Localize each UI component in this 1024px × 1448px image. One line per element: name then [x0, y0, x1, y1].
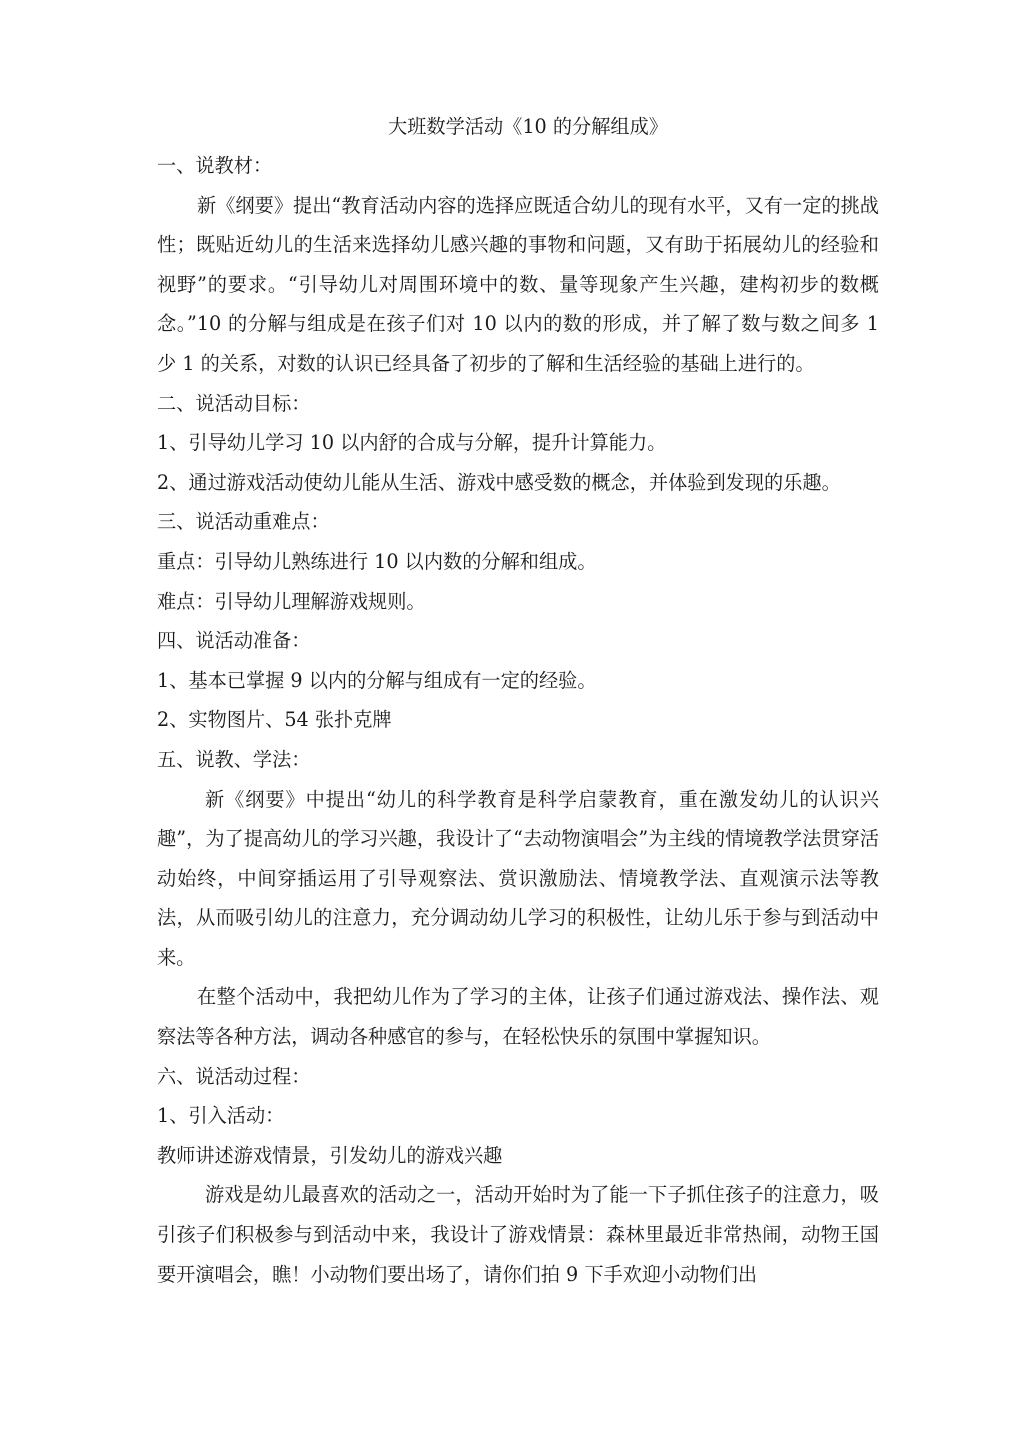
section-heading: 六、说活动过程：: [157, 1064, 311, 1088]
document-title: 大班数学活动《10 的分解组成》: [388, 115, 668, 138]
list-item: 1、基本已掌握 9 以内的分解与组成有一定的经验。: [157, 668, 597, 692]
list-item: 1、引导幼儿学习 10 以内舒的合成与分解，提升计算能力。: [157, 431, 667, 455]
list-item: 2、通过游戏活动使幼儿能从生活、游戏中感受数的概念，并体验到发现的乐趣。: [157, 470, 841, 494]
list-item: 重点：引导幼儿熟练进行 10 以内数的分解和组成。: [157, 549, 597, 573]
paragraph: 新《纲要》提出“教育活动内容的选择应既适合幼儿的现有水平，又有一定的挑战性；既贴近幼儿的生活来选择幼儿感兴趣的事物和问题，又有助于拓展幼儿的经验和视野”的要求。“引导幼儿对周围环境中的数、量等现象产生兴趣，建构初步的数概念。”10 的分解与组成是在孩子们对 10 以内的数的形成，并了解了数与数之间多 1 少 1 的关系，对数的认识已经具备了初步的了解和生活经验的基础上进行的。: [157, 193, 879, 375]
section-heading: 四、说活动准备：: [157, 629, 311, 653]
paragraph: 在整个活动中，我把幼儿作为了学习的主体，让孩子们通过游戏法、操作法、观察法等各种方法，调动各种感官的参与，在轻松快乐的氛围中掌握知识。: [157, 985, 879, 1049]
section-heading: 五、说教、学法：: [157, 747, 311, 771]
paragraph: 游戏是幼儿最喜欢的活动之一，活动开始时为了能一下子抓住孩子的注意力，吸引孩子们积极参与到活动中来，我设计了游戏情景：森林里最近非常热闹，动物王国要开演唱会，瞧！小动物们要出场了，请你们拍 9 下手欢迎小动物们出: [157, 1183, 879, 1286]
list-item: 2、实物图片、54 张扑克牌: [157, 708, 392, 732]
section-heading: 一、说教材：: [157, 154, 273, 177]
section-heading: 三、说活动重难点：: [157, 510, 330, 534]
section-heading: 二、说活动目标：: [157, 391, 311, 415]
text-line: 教师讲述游戏情景，引发幼儿的游戏兴趣: [157, 1143, 503, 1167]
document-page: [157, 108, 879, 1294]
paragraph: 新《纲要》中提出“幼儿的科学教育是科学启蒙教育，重在激发幼儿的认识兴趣”，为了提高幼儿的学习兴趣，我设计了“去动物演唱会”为主线的情境教学法贯穿活动始终，中间穿插运用了引导观察法、赏识激励法、情境教学法、直观演示法等教法，从而吸引幼儿的注意力，充分调动幼儿学习的积极性，让幼儿乐于参与到活动中来。: [157, 787, 879, 969]
list-item: 难点：引导幼儿理解游戏规则。: [157, 589, 426, 613]
subsection-heading: 1、引入活动：: [157, 1104, 285, 1128]
